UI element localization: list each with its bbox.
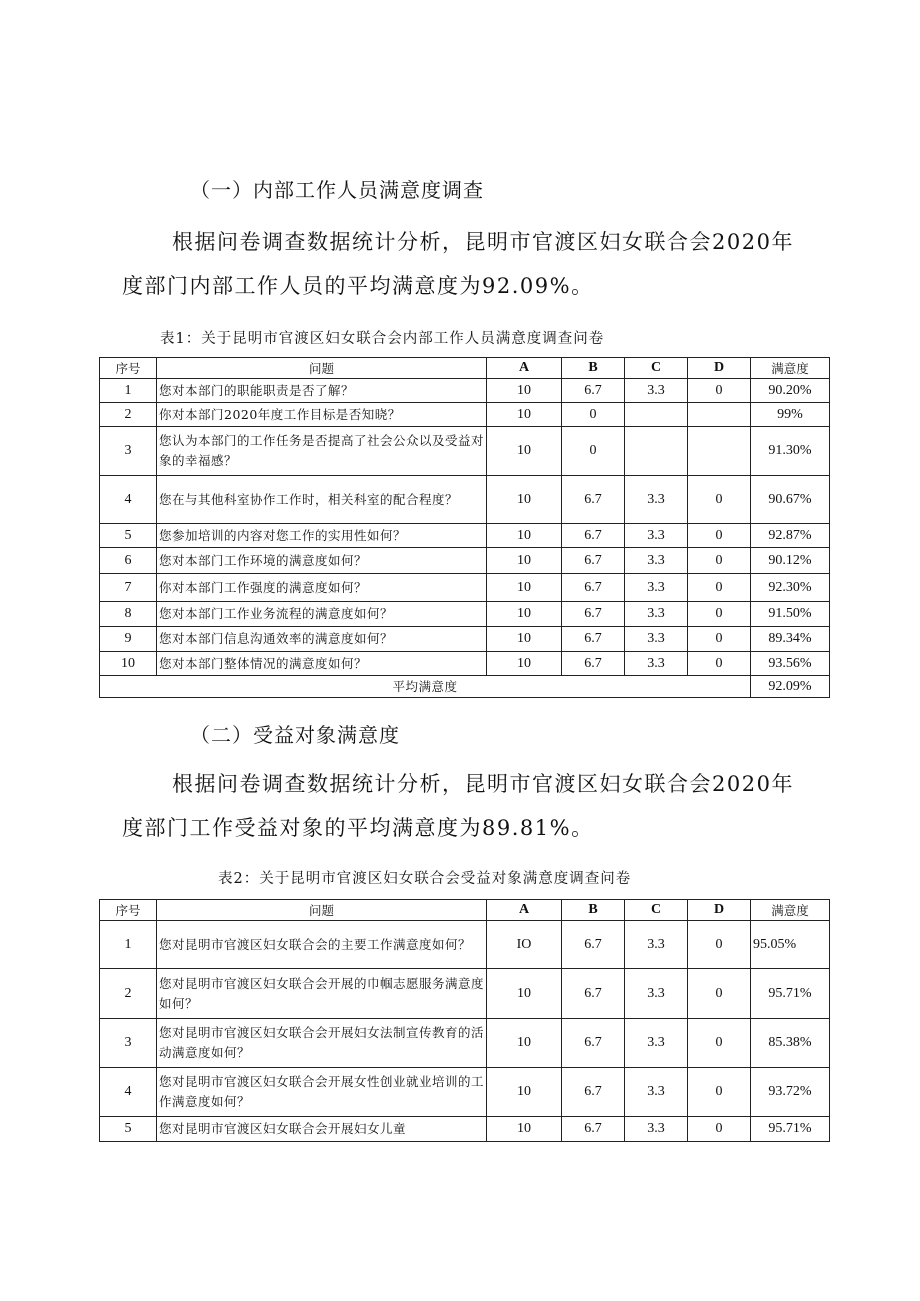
- cell-b: 6.7: [562, 1019, 625, 1068]
- cell-a: 10: [487, 969, 562, 1019]
- cell-d: [688, 403, 751, 427]
- cell-d: [688, 427, 751, 476]
- cell-d: 0: [688, 524, 751, 548]
- table-row: [100, 1019, 830, 1068]
- average-label: 平均满意度: [100, 676, 751, 698]
- cell-d: 0: [688, 969, 751, 1019]
- cell-no: 9: [100, 627, 157, 652]
- cell-a: 10: [487, 574, 562, 602]
- cell-question: 您对本部门工作环境的满意度如何？: [157, 548, 487, 574]
- header-d: D: [688, 358, 751, 379]
- cell-no: 3: [100, 427, 157, 476]
- cell-satisfaction: 92.87%: [751, 524, 830, 548]
- table1-header-row: [100, 358, 830, 379]
- cell-b: 6.7: [562, 1068, 625, 1117]
- cell-no: 1: [100, 921, 157, 969]
- header-question: 问题: [157, 358, 487, 379]
- table1: [99, 357, 830, 698]
- cell-no: 1: [100, 379, 157, 403]
- cell-c: 3.3: [625, 379, 688, 403]
- cell-b: 6.7: [562, 574, 625, 602]
- cell-c: 3.3: [625, 652, 688, 676]
- header-no: 序号: [100, 900, 157, 921]
- cell-a: 10: [487, 1019, 562, 1068]
- cell-question: 您对本部门整体情况的满意度如何？: [157, 652, 487, 676]
- header-a: A: [487, 900, 562, 921]
- cell-d: 0: [688, 379, 751, 403]
- cell-satisfaction: 90.67%: [751, 476, 830, 524]
- cell-c: 3.3: [625, 1068, 688, 1117]
- cell-c: 3.3: [625, 1117, 688, 1142]
- cell-question: 您对本部门信息沟通效率的满意度如何？: [157, 627, 487, 652]
- header-b: B: [562, 900, 625, 921]
- cell-no: 2: [100, 403, 157, 427]
- cell-no: 5: [100, 524, 157, 548]
- cell-satisfaction: 85.38%: [751, 1019, 830, 1068]
- cell-c: 3.3: [625, 476, 688, 524]
- cell-satisfaction: 92.30%: [751, 574, 830, 602]
- cell-question: 您参加培训的内容对您工作的实用性如何？: [157, 524, 487, 548]
- average-value: 92.09%: [751, 676, 830, 698]
- header-satisfaction: 满意度: [751, 358, 830, 379]
- cell-no: 3: [100, 1019, 157, 1068]
- cell-b: 6.7: [562, 524, 625, 548]
- cell-b: 6.7: [562, 969, 625, 1019]
- cell-question: 你对本部门工作强度的满意度如何？: [157, 574, 487, 602]
- table-row: [100, 602, 830, 627]
- section2-paragraph-line2: 度部门工作受益对象的平均满意度为89.81%。: [122, 816, 594, 840]
- table2-header-row: [100, 900, 830, 921]
- cell-satisfaction: 93.72%: [751, 1068, 830, 1117]
- cell-c: 3.3: [625, 921, 688, 969]
- cell-satisfaction: 91.30%: [751, 427, 830, 476]
- section2-paragraph-line1: 根据问卷调查数据统计分析，昆明市官渡区妇女联合会2020年: [172, 772, 794, 796]
- header-question: 问题: [157, 900, 487, 921]
- cell-no: 10: [100, 652, 157, 676]
- table1-average-row: [100, 676, 830, 698]
- cell-b: 6.7: [562, 379, 625, 403]
- cell-c: 3.3: [625, 548, 688, 574]
- cell-d: 0: [688, 476, 751, 524]
- cell-c: 3.3: [625, 574, 688, 602]
- cell-question: 您在与其他科室协作工作时，相关科室的配合程度？: [157, 476, 487, 524]
- cell-c: [625, 403, 688, 427]
- cell-no: 4: [100, 1068, 157, 1117]
- cell-satisfaction: 93.56%: [751, 652, 830, 676]
- cell-a: 10: [487, 524, 562, 548]
- cell-d: 0: [688, 1019, 751, 1068]
- section1-paragraph-line2: 度部门内部工作人员的平均满意度为92.09%。: [122, 274, 594, 298]
- header-c: C: [625, 900, 688, 921]
- header-a: A: [487, 358, 562, 379]
- table2: [99, 899, 830, 1142]
- cell-c: 3.3: [625, 627, 688, 652]
- cell-b: 0: [562, 427, 625, 476]
- cell-c: 3.3: [625, 602, 688, 627]
- table-row: [100, 403, 830, 427]
- cell-c: 3.3: [625, 524, 688, 548]
- cell-no: 7: [100, 574, 157, 602]
- section1-heading: （一）内部工作人员满意度调查: [190, 178, 484, 202]
- cell-question: 您对昆明市官渡区妇女联合会开展妇女法制宣传教育的活动满意度如何？: [157, 1019, 487, 1068]
- cell-a: 10: [487, 427, 562, 476]
- table-row: [100, 548, 830, 574]
- table-row: [100, 476, 830, 524]
- table-row: [100, 574, 830, 602]
- table1-caption: 表1：关于昆明市官渡区妇女联合会内部工作人员满意度调查问卷: [160, 331, 605, 347]
- cell-a: 10: [487, 627, 562, 652]
- cell-d: 0: [688, 652, 751, 676]
- cell-no: 2: [100, 969, 157, 1019]
- cell-d: 0: [688, 574, 751, 602]
- header-no: 序号: [100, 358, 157, 379]
- section2-heading: （二）受益对象满意度: [190, 723, 400, 747]
- cell-satisfaction: 90.12%: [751, 548, 830, 574]
- cell-no: 4: [100, 476, 157, 524]
- table-row: [100, 969, 830, 1019]
- table2-caption: 表2：关于昆明市官渡区妇女联合会受益对象满意度调查问卷: [218, 871, 632, 887]
- cell-no: 5: [100, 1117, 157, 1142]
- cell-a: 10: [487, 602, 562, 627]
- table-row: [100, 1068, 830, 1117]
- cell-d: 0: [688, 921, 751, 969]
- cell-b: 6.7: [562, 548, 625, 574]
- header-b: B: [562, 358, 625, 379]
- header-c: C: [625, 358, 688, 379]
- cell-question: 您对昆明市官渡区妇女联合会开展的巾帼志愿服务满意度如何？: [157, 969, 487, 1019]
- cell-c: 3.3: [625, 1019, 688, 1068]
- cell-question: 您对昆明市官渡区妇女联合会开展妇女儿童: [157, 1117, 487, 1142]
- cell-d: 0: [688, 548, 751, 574]
- cell-satisfaction: 90.20%: [751, 379, 830, 403]
- table-row: [100, 627, 830, 652]
- cell-satisfaction: 99%: [751, 403, 830, 427]
- section1-paragraph-line1: 根据问卷调查数据统计分析，昆明市官渡区妇女联合会2020年: [172, 230, 794, 254]
- cell-question: 您对本部门工作业务流程的满意度如何？: [157, 602, 487, 627]
- cell-satisfaction: 95.71%: [751, 969, 830, 1019]
- cell-b: 6.7: [562, 652, 625, 676]
- cell-no: 6: [100, 548, 157, 574]
- cell-question: 您对昆明市官渡区妇女联合会开展女性创业就业培训的工作满意度如何？: [157, 1068, 487, 1117]
- table-row: [100, 921, 830, 969]
- cell-satisfaction: 95.71%: [751, 1117, 830, 1142]
- cell-d: 0: [688, 627, 751, 652]
- table-row: [100, 379, 830, 403]
- cell-a: 10: [487, 1117, 562, 1142]
- header-d: D: [688, 900, 751, 921]
- cell-satisfaction: 89.34%: [751, 627, 830, 652]
- cell-c: 3.3: [625, 969, 688, 1019]
- cell-question: 您对本部门的职能职责是否了解？: [157, 379, 487, 403]
- cell-a: IO: [487, 921, 562, 969]
- cell-c: [625, 427, 688, 476]
- table-row: [100, 524, 830, 548]
- cell-satisfaction: 95.05%: [751, 921, 830, 969]
- cell-a: 10: [487, 548, 562, 574]
- cell-satisfaction: 91.50%: [751, 602, 830, 627]
- cell-b: 6.7: [562, 627, 625, 652]
- cell-a: 10: [487, 476, 562, 524]
- cell-b: 6.7: [562, 1117, 625, 1142]
- cell-a: 10: [487, 379, 562, 403]
- cell-a: 10: [487, 1068, 562, 1117]
- cell-no: 8: [100, 602, 157, 627]
- cell-a: 10: [487, 652, 562, 676]
- cell-a: 10: [487, 403, 562, 427]
- cell-b: 6.7: [562, 602, 625, 627]
- table-row: [100, 652, 830, 676]
- table-row: [100, 427, 830, 476]
- header-satisfaction: 满意度: [751, 900, 830, 921]
- cell-d: 0: [688, 1117, 751, 1142]
- cell-b: 0: [562, 403, 625, 427]
- cell-question: 你对本部门2020年度工作目标是否知晓？: [157, 403, 487, 427]
- cell-d: 0: [688, 602, 751, 627]
- cell-d: 0: [688, 1068, 751, 1117]
- cell-question: 您认为本部门的工作任务是否提高了社会公众以及受益对象的幸福感？: [157, 427, 487, 476]
- table-row: [100, 1117, 830, 1142]
- cell-b: 6.7: [562, 921, 625, 969]
- cell-question: 您对昆明市官渡区妇女联合会的主要工作满意度如何？: [157, 921, 487, 969]
- cell-b: 6.7: [562, 476, 625, 524]
